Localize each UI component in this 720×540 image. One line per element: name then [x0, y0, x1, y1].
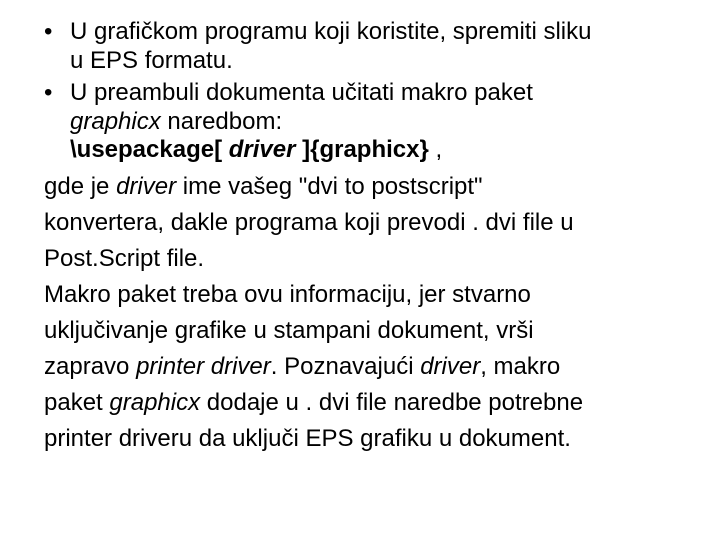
bullet-1-line-1: U grafičkom programu koji koristite, spremiti sliku — [70, 18, 592, 45]
package-name: graphicx — [109, 388, 201, 416]
slide-text — [44, 18, 704, 457]
command-driver: driver — [228, 136, 296, 163]
paragraph-line-6 — [44, 349, 704, 385]
paragraph-line-8: printer driveru da uključi EPS grafiku u dokument. — [44, 424, 571, 452]
printer-driver-term: printer driver — [136, 352, 271, 380]
command-part-b: ]{graphicx} — [295, 136, 429, 163]
bullet-symbol: • — [44, 18, 53, 45]
paragraph-line-3: Post.Script file. — [44, 244, 205, 272]
bullet-2-line-1: U preambuli dokumenta učitati makro paket — [70, 79, 533, 106]
paragraph-line-1-b: ime vašeg "dvi to postscript" — [176, 172, 483, 200]
paragraph-line-5: uključivanje grafike u stampani dokument, vrši — [44, 316, 534, 344]
bullet-symbol: • — [44, 79, 53, 106]
bullet-2-line-2-rest: naredbom: — [160, 107, 283, 135]
package-name: graphicx — [70, 107, 161, 135]
bullet-item-1 — [44, 18, 704, 75]
driver-term: driver — [116, 172, 177, 200]
command-tail: , — [428, 136, 443, 163]
paragraph-line-2: konvertera, dakle programa koji prevodi . dvi file u — [44, 208, 574, 236]
paragraph-line-4: Makro paket treba ovu informaciju, jer stvarno — [44, 280, 531, 308]
paragraph-line-7 — [44, 385, 704, 421]
paragraph-line-6-a: zapravo — [44, 352, 137, 380]
paragraph-line-1 — [44, 169, 704, 205]
bullet-2-line-2 — [70, 108, 704, 137]
bullet-1-line-2: u EPS formatu. — [70, 46, 233, 74]
explanation-paragraph — [44, 169, 704, 457]
paragraph-line-6-b: . Poznavajući — [270, 352, 421, 380]
paragraph-line-6-c: , makro — [480, 352, 561, 380]
paragraph-line-7-b: dodaje u . dvi file naredbe potrebne — [200, 388, 584, 416]
paragraph-line-7-a: paket — [44, 388, 110, 416]
paragraph-line-1-a: gde je — [44, 172, 117, 200]
command-part-a: \usepackage[ — [70, 136, 229, 163]
driver-term: driver — [420, 352, 481, 380]
usepackage-command — [70, 136, 704, 165]
bullet-item-2 — [44, 79, 704, 165]
